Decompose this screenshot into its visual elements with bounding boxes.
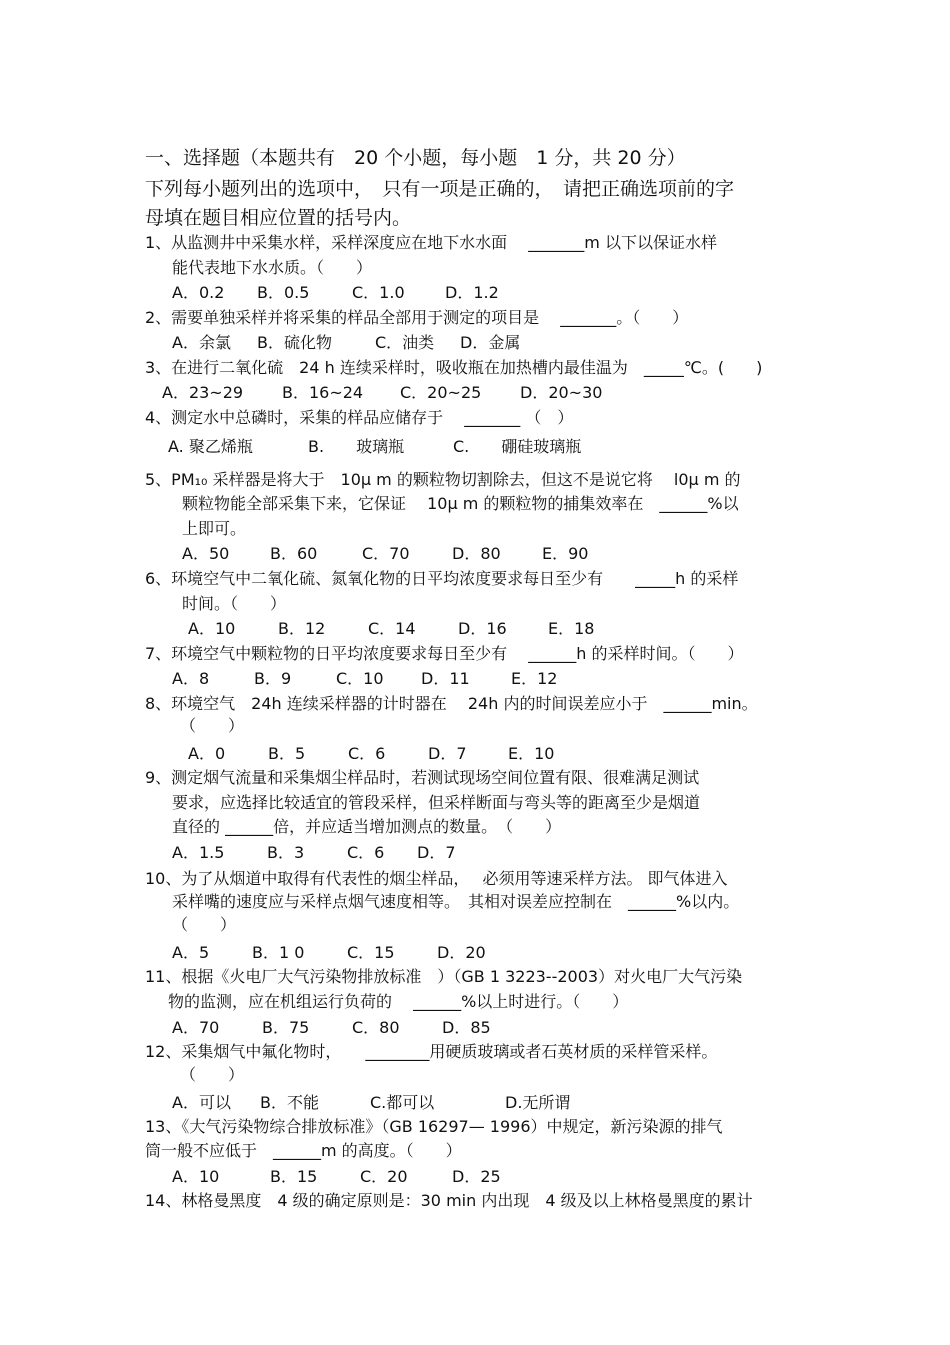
question-13-text: 13、《大气污染物综合排放标准》（GB 16297— 1996）中规定，新污染源的排气 xyxy=(145,1117,723,1136)
option: D．80 xyxy=(452,544,501,563)
question-9-text: 9、测定烟气流量和采集烟尘样品时，若测试现场空间位置有限、很难满足测试 xyxy=(145,768,700,787)
option: C．70 xyxy=(362,544,410,563)
question-13-options xyxy=(172,1167,501,1187)
option: D．20~30 xyxy=(520,383,603,402)
option: D.无所谓 xyxy=(505,1093,571,1112)
option: D．7 xyxy=(417,843,456,862)
question-11-text: 11、根据《火电厂大气污染物排放标准 ）（GB 1 3223--2003）对火电厂大气污染 xyxy=(145,967,743,986)
option: B．0.5 xyxy=(257,283,310,302)
option: C．14 xyxy=(368,619,416,638)
option: C．20 xyxy=(360,1167,408,1186)
option: A．0.2 xyxy=(172,283,225,302)
question-1-options xyxy=(172,283,499,303)
option: B．16~24 xyxy=(282,383,364,402)
option: C．20~25 xyxy=(400,383,482,402)
option: B．3 xyxy=(267,843,305,862)
option: A．10 xyxy=(172,1167,220,1186)
option: C．6 xyxy=(348,744,386,763)
option: D．25 xyxy=(452,1167,501,1186)
question-6-text: 6、环境空气中二氧化硫、氮氧化物的日平均浓度要求每日至少有 _____h 的采样 xyxy=(145,569,739,588)
option: D．金属 xyxy=(460,333,521,352)
option: A．8 xyxy=(172,669,210,688)
question-9-text: 直径的 ______倍，并应适当增加测点的数量。 （ ） xyxy=(172,817,562,836)
question-8-text: （ ） xyxy=(180,716,245,735)
option: B．1 0 xyxy=(252,943,305,962)
section-intro-line: 母填在题目相应位置的括号内。 xyxy=(145,207,412,229)
question-5-text: 颗粒物能全部采集下来，它保证 10μ m 的颗粒物的捕集效率在 ______%以 xyxy=(182,494,739,513)
option: D．85 xyxy=(442,1018,491,1037)
option: D．16 xyxy=(458,619,507,638)
option: D．20 xyxy=(437,943,486,962)
option: B．9 xyxy=(254,669,292,688)
question-6-text: 时间。（ ） xyxy=(182,594,287,613)
option: A．10 xyxy=(188,619,236,638)
option: C．10 xyxy=(336,669,384,688)
option: C．15 xyxy=(347,943,395,962)
option: A. 聚乙烯瓶 xyxy=(168,437,253,456)
question-3-text: 3、在进行二氧化硫 24 h 连续采样时，吸收瓶在加热槽内最佳温为 _____℃。( ) xyxy=(145,358,763,377)
question-3-options xyxy=(162,383,602,403)
question-8-options xyxy=(188,744,554,764)
option: E．18 xyxy=(548,619,595,638)
question-7-text: 7、环境空气中颗粒物的日平均浓度要求每日至少有 ______h 的采样时间。（ ） xyxy=(145,644,744,663)
option: D．1.2 xyxy=(445,283,499,302)
question-5-text: 上即可。 xyxy=(182,519,247,538)
question-10-text: 10、为了从烟道中取得有代表性的烟尘样品， 必须用等速采样方法。 即气体进入 xyxy=(145,869,728,888)
question-9-options xyxy=(172,843,456,863)
question-2-text: 2、需要单独采样并将采集的样品全部用于测定的项目是 _______。（ ） xyxy=(145,308,689,327)
question-11-text: 物的监测，应在机组运行负荷的 ______%以上时进行。（ ） xyxy=(168,992,629,1011)
option: E．90 xyxy=(542,544,589,563)
option: E．10 xyxy=(508,744,555,763)
option: A．50 xyxy=(182,544,230,563)
option: C．油类 xyxy=(375,333,435,352)
question-11-options xyxy=(172,1018,491,1038)
question-10-text: （ ） xyxy=(172,915,237,934)
question-5-options xyxy=(182,544,588,564)
question-2-options xyxy=(172,333,520,353)
option: B．5 xyxy=(268,744,306,763)
question-4-text: 4、测定水中总磷时，采集的样品应储存于 _______ （ ） xyxy=(145,408,574,427)
option: C．80 xyxy=(352,1018,400,1037)
question-5-text: 5、PM₁₀ 采样器是将大于 10μ m 的颗粒物切割除去，但这不是说它将 l0μ m 的 xyxy=(145,470,741,489)
option: A．余氯 xyxy=(172,333,231,352)
question-1-text: 1、从监测井中采集水样，采样深度应在地下水水面 _______m 以下以保证水样 xyxy=(145,233,717,252)
question-7-options xyxy=(172,669,557,689)
question-14-text: 14、林格曼黑度 4 级的确定原则是：30 min 内出现 4 级及以上林格曼黑度的累计 xyxy=(145,1191,753,1210)
option: B．硫化物 xyxy=(257,333,332,352)
option: C.都可以 xyxy=(370,1093,435,1112)
option: E．12 xyxy=(511,669,558,688)
option: B. 玻璃瓶 xyxy=(308,437,405,456)
option: A．0 xyxy=(188,744,226,763)
option: A．可以 xyxy=(172,1093,231,1112)
question-12-text: （ ） xyxy=(180,1065,245,1084)
question-8-text: 8、环境空气 24h 连续采样器的计时器在 24h 内的时间误差应小于 ______min。 xyxy=(145,694,758,713)
option: D．11 xyxy=(421,669,470,688)
section-title: 一、选择题（本题共有 20 个小题，每小题 1 分，共 20 分） xyxy=(145,147,686,169)
option: B．75 xyxy=(262,1018,310,1037)
option: B．12 xyxy=(278,619,326,638)
option: C. 硼硅玻璃瓶 xyxy=(453,437,582,456)
question-10-options xyxy=(172,943,486,963)
question-9-text: 要求，应选择比较适宜的管段采样，但采样断面与弯头等的距离至少是烟道 xyxy=(172,793,701,812)
question-13-text: 筒一般不应低于 ______m 的高度。（ ） xyxy=(145,1141,462,1160)
question-4-options xyxy=(168,437,581,457)
option: C．6 xyxy=(347,843,385,862)
option: D．7 xyxy=(428,744,467,763)
option: A．1.5 xyxy=(172,843,225,862)
section-intro-line: 下列每小题列出的选项中， 只有一项是正确的， 请把正确选项前的字 xyxy=(145,178,735,200)
question-12-options xyxy=(172,1093,570,1113)
question-6-options xyxy=(188,619,594,639)
option: B．60 xyxy=(270,544,318,563)
option: A．5 xyxy=(172,943,210,962)
option: C．1.0 xyxy=(352,283,405,302)
option: A．23~29 xyxy=(162,383,244,402)
option: B．15 xyxy=(270,1167,318,1186)
question-10-text: 采样嘴的速度应与采样点烟气速度相等。 其相对误差应控制在 ______%以内。 xyxy=(172,892,740,911)
option: A．70 xyxy=(172,1018,220,1037)
option: B．不能 xyxy=(260,1093,319,1112)
question-12-text: 12、采集烟气中氟化物时， ________用硬质玻璃或者石英材质的采样管采样。 xyxy=(145,1042,718,1061)
question-1-text: 能代表地下水水质。（ ） xyxy=(172,258,373,277)
